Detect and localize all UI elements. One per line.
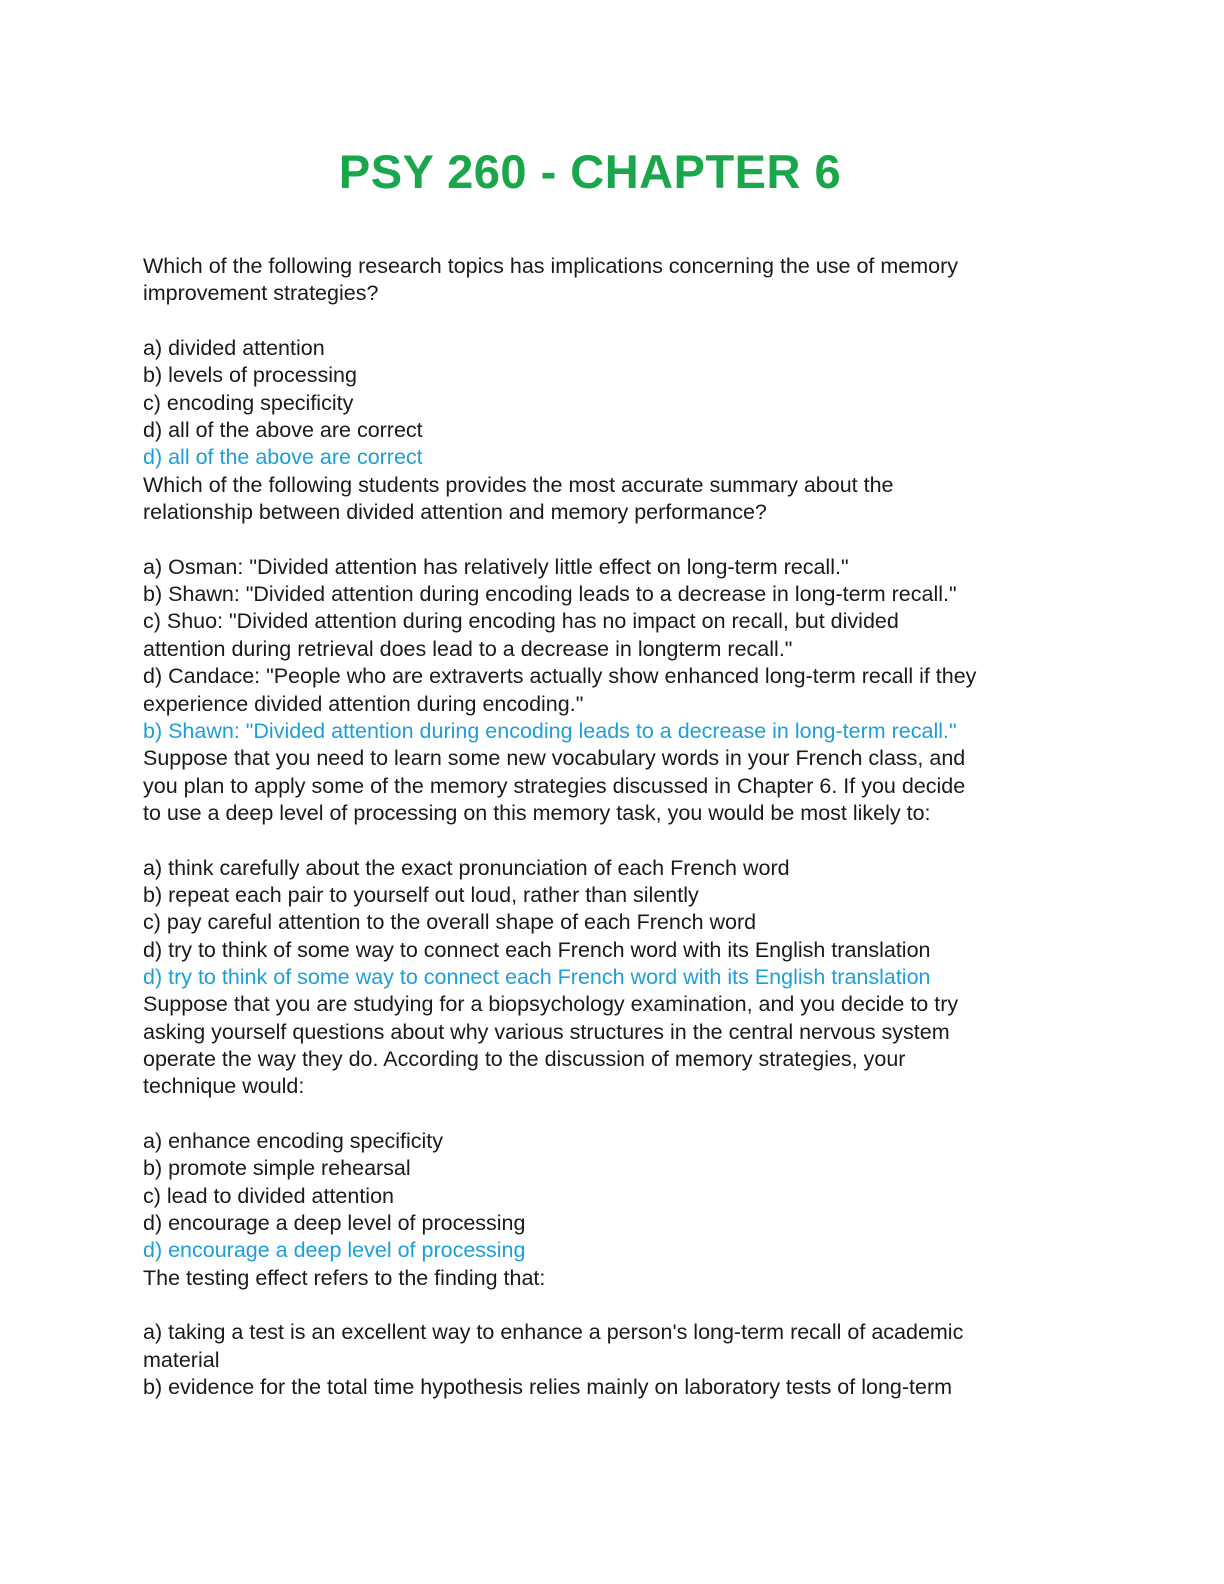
answer-option-line: c) encoding specificity	[143, 390, 354, 415]
question-stem-line: improvement strategies?	[143, 281, 379, 306]
question-stem-line: Suppose that you are studying for a biopsychology examination, and you decide to try	[143, 992, 959, 1017]
correct-answer-line: d) all of the above are correct	[143, 445, 423, 470]
question-stem-line: asking yourself questions about why various structures in the central nervous system	[143, 1019, 950, 1044]
answer-option-line: c) Shuo: "Divided attention during encoding has no impact on recall, but divided	[143, 609, 899, 634]
blank-line	[143, 526, 1078, 553]
answer-option-line: experience divided attention during encoding."	[143, 691, 584, 716]
answer-option-line: b) promote simple rehearsal	[143, 1156, 411, 1181]
question-list	[143, 253, 1078, 1401]
question-stem-line: operate the way they do. According to the discussion of memory strategies, your	[143, 1046, 906, 1071]
answer-option-line: a) enhance encoding specificity	[143, 1129, 443, 1153]
answer-option-line: a) think carefully about the exact pronunciation of each French word	[143, 855, 790, 880]
answer-option-line: b) levels of processing	[143, 363, 357, 388]
answer-option-line: a) taking a test is an excellent way to enhance a person's long-term recall of academic	[143, 1320, 964, 1345]
correct-answer-line: b) Shawn: "Divided attention during encoding leads to a decrease in long-term recall."	[143, 718, 957, 743]
blank-line	[143, 827, 1078, 854]
blank-line	[143, 1292, 1078, 1319]
answer-option-line: a) divided attention	[143, 336, 325, 361]
question-stem-line: Suppose that you need to learn some new vocabulary words in your French class, and	[143, 746, 966, 771]
question-stem-line: relationship between divided attention and memory performance?	[143, 500, 767, 525]
blank-line	[143, 1101, 1078, 1128]
answer-option-line: a) Osman: "Divided attention has relatively little effect on long-term recall."	[143, 554, 849, 579]
page-title: PSY 260 - CHAPTER 6	[338, 145, 842, 198]
answer-option-line: d) encourage a deep level of processing	[143, 1211, 526, 1236]
answer-option-line: b) evidence for the total time hypothesis relies mainly on laboratory tests of long-term	[143, 1375, 953, 1400]
question-stem-line: Which of the following students provides the most accurate summary about the	[143, 472, 894, 497]
correct-answer-line: d) encourage a deep level of processing	[143, 1238, 526, 1263]
question-block	[143, 253, 1078, 472]
blank-line	[143, 308, 1078, 335]
answer-option-line: d) all of the above are correct	[143, 418, 423, 443]
question-block	[143, 472, 1078, 745]
answer-option-line: d) try to think of some way to connect each French word with its English translation	[143, 937, 931, 962]
question-stem-line: to use a deep level of processing on this memory task, you would be most likely to:	[143, 800, 931, 825]
answer-option-line: material	[143, 1347, 220, 1372]
question-block	[143, 745, 1078, 991]
answer-option-line: d) Candace: "People who are extraverts actually show enhanced long-term recall if they	[143, 664, 977, 689]
question-block	[143, 991, 1078, 1264]
question-stem-line: technique would:	[143, 1074, 305, 1099]
question-stem-line: you plan to apply some of the memory strategies discussed in Chapter 6. If you decide	[143, 773, 966, 798]
answer-option-line: attention during retrieval does lead to a decrease in longterm recall."	[143, 636, 793, 661]
answer-option-line: b) Shawn: "Divided attention during encoding leads to a decrease in long-term recall."	[143, 582, 957, 607]
question-stem-line: Which of the following research topics has implications concerning the use of memory	[143, 254, 958, 278]
question-block	[143, 1265, 1078, 1402]
answer-option-line: c) pay careful attention to the overall shape of each French word	[143, 910, 757, 935]
correct-answer-line: d) try to think of some way to connect each French word with its English translation	[143, 964, 931, 989]
question-stem-line: The testing effect refers to the finding that:	[143, 1265, 546, 1290]
answer-option-line: c) lead to divided attention	[143, 1183, 394, 1208]
answer-option-line: b) repeat each pair to yourself out loud, rather than silently	[143, 882, 699, 907]
